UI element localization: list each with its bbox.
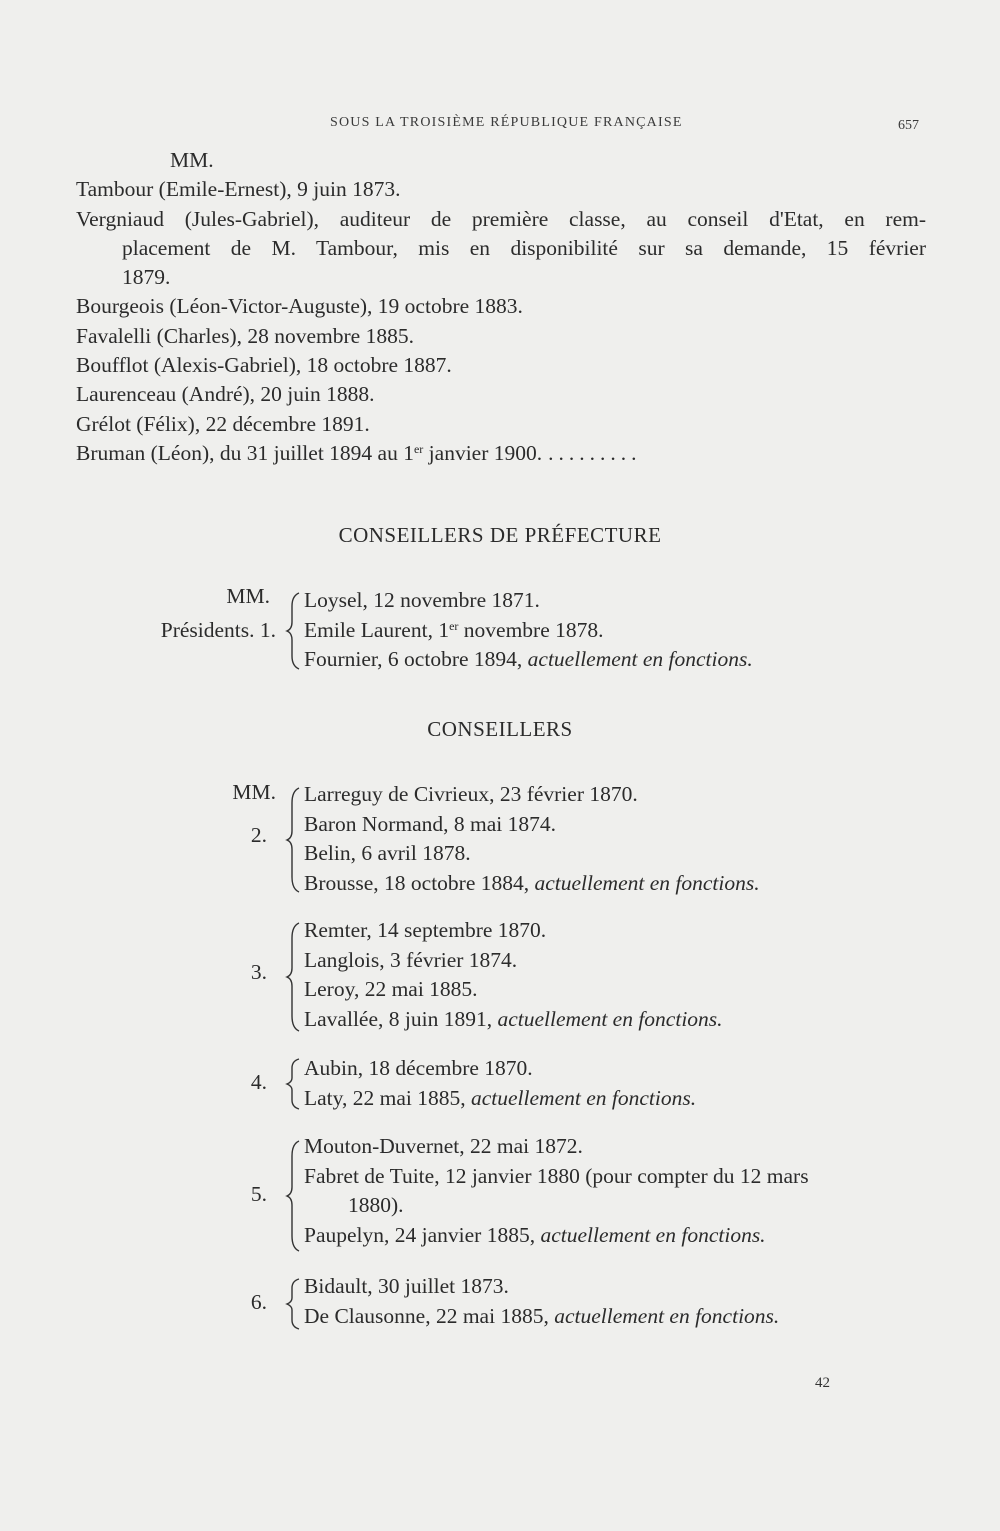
entry-line: Aubin, 18 décembre 1870.: [304, 1056, 533, 1080]
brace-group: [284, 1140, 302, 1252]
group-lines: [304, 1054, 696, 1113]
entry-line: Fournier, 6 octobre 1894, actuellement en fonctions.: [304, 647, 753, 671]
page-number: 657: [898, 118, 919, 133]
group-number: 2.: [250, 823, 267, 847]
entry-line: Brousse, 18 octobre 1884, actuellement en fonctions.: [304, 870, 760, 895]
entry-line: Mouton-Duvernet, 22 mai 1872.: [304, 1134, 583, 1158]
entry-line: Paupelyn, 24 janvier 1885, actuellement en fonctions.: [304, 1222, 766, 1247]
entry-line: Bidault, 30 juillet 1873.: [304, 1274, 509, 1298]
group-lines: [304, 916, 723, 1034]
group-number: 5.: [250, 1182, 267, 1206]
group-lines: [304, 1272, 779, 1331]
brace-group: [284, 787, 302, 893]
entry-line: Emile Laurent, 1er novembre 1878.: [304, 617, 604, 642]
section-title-prefecture: CONSEILLERS DE PRÉFECTURE: [338, 523, 662, 547]
entry-line: Tambour (Emile-Ernest), 9 juin 1873.: [76, 177, 401, 202]
brace-prefecture: [284, 592, 302, 670]
prefecture-mm: MM.: [226, 584, 270, 608]
group-number: 6.: [250, 1290, 267, 1314]
group-lines: [304, 1132, 809, 1250]
group-number: 4.: [250, 1070, 267, 1094]
entry-line: Grélot (Félix), 22 décembre 1891.: [76, 411, 370, 436]
entry-line: De Clausonne, 22 mai 1885, actuellement en fonctions.: [304, 1303, 780, 1328]
entry-line: Langlois, 3 février 1874.: [304, 947, 518, 972]
entry-line-last: Bruman (Léon), du 31 juillet 1894 au 1er janvier 1900. .........: [76, 440, 642, 465]
entry-line: Lavallée, 8 juin 1891, actuellement en fonctions.: [304, 1006, 723, 1031]
entry-line: Boufflot (Alexis-Gabriel), 18 octobre 1887.: [76, 353, 452, 378]
conseillers-mm: MM.: [232, 780, 276, 804]
signature-mark: 42: [815, 1375, 830, 1391]
running-head: SOUS LA TROISIÈME RÉPUBLIQUE FRANÇAISE: [330, 115, 683, 130]
group-number: 3.: [250, 960, 267, 984]
entry-line: Bourgeois (Léon-Victor-Auguste), 19 octobre 1883.: [76, 294, 523, 319]
section-title-conseillers: CONSEILLERS: [427, 717, 573, 741]
presidents-label: Présidents. 1.: [160, 618, 276, 642]
entry-line: Favalelli (Charles), 28 novembre 1885.: [76, 323, 414, 348]
entry-line-continued: 1880).: [348, 1193, 404, 1217]
entry-line: Laty, 22 mai 1885, actuellement en fonctions.: [304, 1085, 697, 1110]
entry-line: Fabret de Tuite, 12 janvier 1880 (pour compter du 12 mars: [304, 1163, 809, 1188]
entry-line: Baron Normand, 8 mai 1874.: [304, 811, 556, 836]
entry-line: Larreguy de Civrieux, 23 février 1870.: [304, 782, 638, 806]
dot-leaders: .........: [548, 440, 642, 465]
entry-line-continued: placement de M. Tambour, mis en disponibilité sur sa demande, 15 février: [122, 235, 926, 260]
group-lines: [304, 780, 760, 898]
brace-group: [284, 1278, 302, 1330]
entry-line: Loysel, 12 novembre 1871.: [304, 588, 540, 612]
brace-group: [284, 1058, 302, 1110]
entry-line: Belin, 6 avril 1878.: [304, 841, 471, 865]
brace-group: [284, 922, 302, 1032]
entry-line: Laurenceau (André), 20 juin 1888.: [76, 382, 375, 407]
entry-line: Leroy, 22 mai 1885.: [304, 977, 478, 1001]
intro-list: [76, 146, 926, 468]
entry-line-continued: 1879.: [122, 265, 171, 290]
entry-line: Vergniaud (Jules-Gabriel), auditeur de première classe, au conseil d'Etat, en rem-: [76, 206, 926, 231]
prefecture-lines: [304, 586, 753, 675]
intro-mm: MM.: [170, 148, 214, 172]
entry-line: Remter, 14 septembre 1870.: [304, 918, 547, 942]
